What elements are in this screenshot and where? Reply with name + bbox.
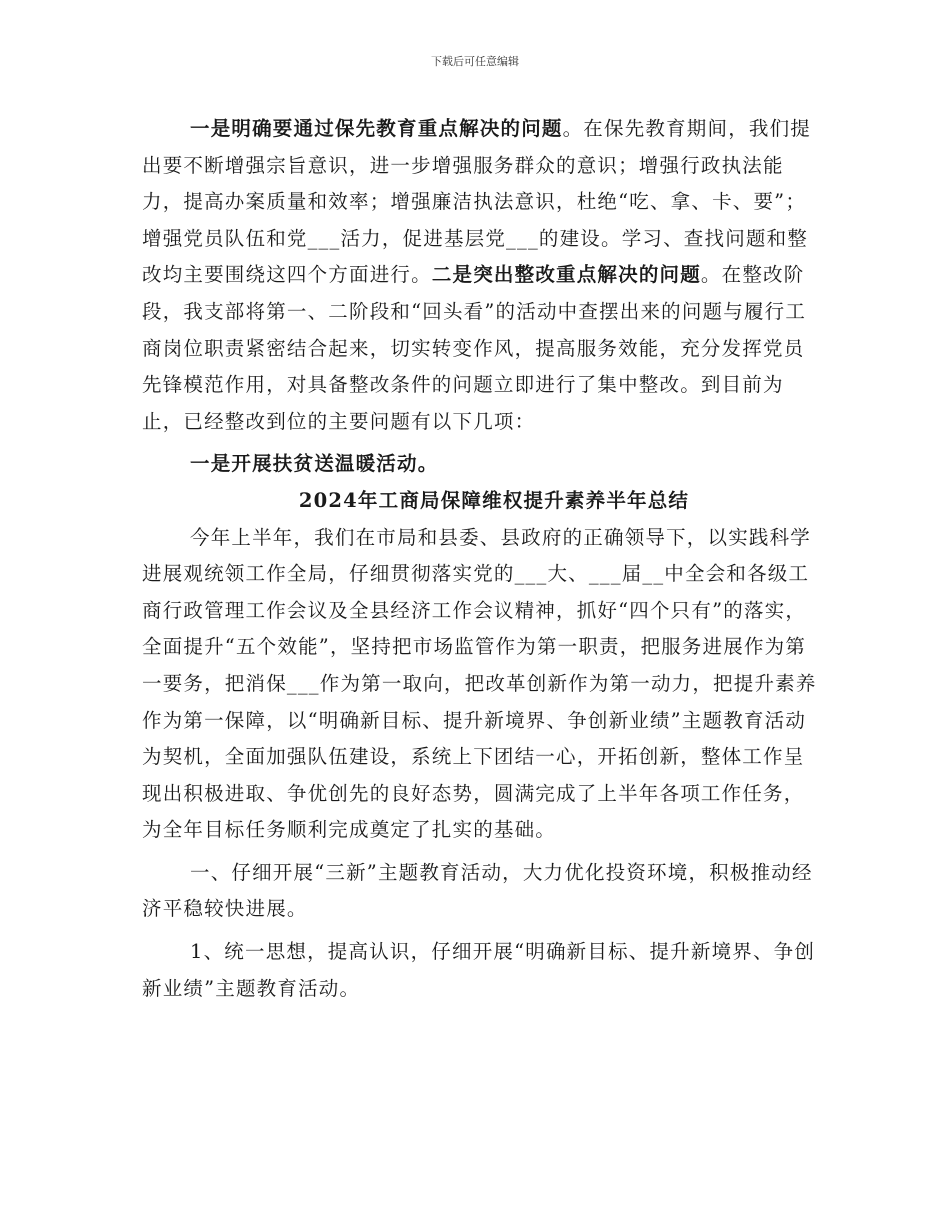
- paragraph-5: 1、统一思想，提高认识，仔细开展“明确新目标、提升新境界、争创新业绩”主题教育活动。: [142, 940, 816, 1000]
- document-body: [142, 111, 822, 1007]
- paragraph-1: [142, 111, 822, 440]
- document-title: 2024年工商局保障维权提升素养半年总结: [298, 488, 690, 512]
- paragraph-1-lead: 一是明确要通过保先教育重点解决的问题: [190, 117, 563, 140]
- paragraph-4: 一、仔细开展“三新”主题教育活动，大力优化投资环境，积极推动经济平稳较快进展。: [142, 860, 813, 921]
- paragraph-1-text: 。在保先教育期间，我们提出要不断增强宗旨意识，进一步增强服务群众的意识；增强行政执法能力，提高办案质量和效率；增强廉洁执法意识，杜绝“吃、拿、卡、要”；增强党员队伍和党___活力，促进基层党___的建设。学习、查找问题和整改均主要围绕这四个方面进行。: [142, 117, 812, 287]
- page-header-note: 下载后可任意编辑: [431, 55, 519, 68]
- paragraph-3: 今年上半年，我们在市局和县委、县政府的正确领导下，以实践科学进展观统领工作全局，仔细贯彻落实党的___大、___届__中全会和各级工商行政管理工作会议及全县经济工作会议精神，抓好“四个只有”的落实，全面提升“五个效能”，坚持把市场监管作为第一职责，把服务进展作为第一要务，把消保___作为第一取向，把改革创新作为第一动力，把提升素养作为第一保障，以“明确新目标、提升新境界、争创新业绩”主题教育活动为契机，全面加强队伍建设，系统上下团结一心，开拓创新，整体工作呈现出积极进取、争优创先的良好态势，圆满完成了上半年各项工作任务，为全年目标任务顺利完成奠定了扎实的基础。: [142, 525, 817, 842]
- paragraph-1-lead-2: 二是突出整改重点解决的问题: [431, 263, 701, 287]
- paragraph-2: 一是开展扶贫送温暖活动。: [190, 452, 439, 476]
- paragraph-1-text-2: 。在整改阶段，我支部将第一、二阶段和“回头看”的活动中查摆出来的问题与履行工商岗位职责紧密结合起来，切实转变作风，提高服务效能，充分发挥党员先锋模范作用，对具备整改条件的问题立即进行了集中整改。到目前为止，已经整改到位的主要问题有以下几项：: [142, 263, 807, 433]
